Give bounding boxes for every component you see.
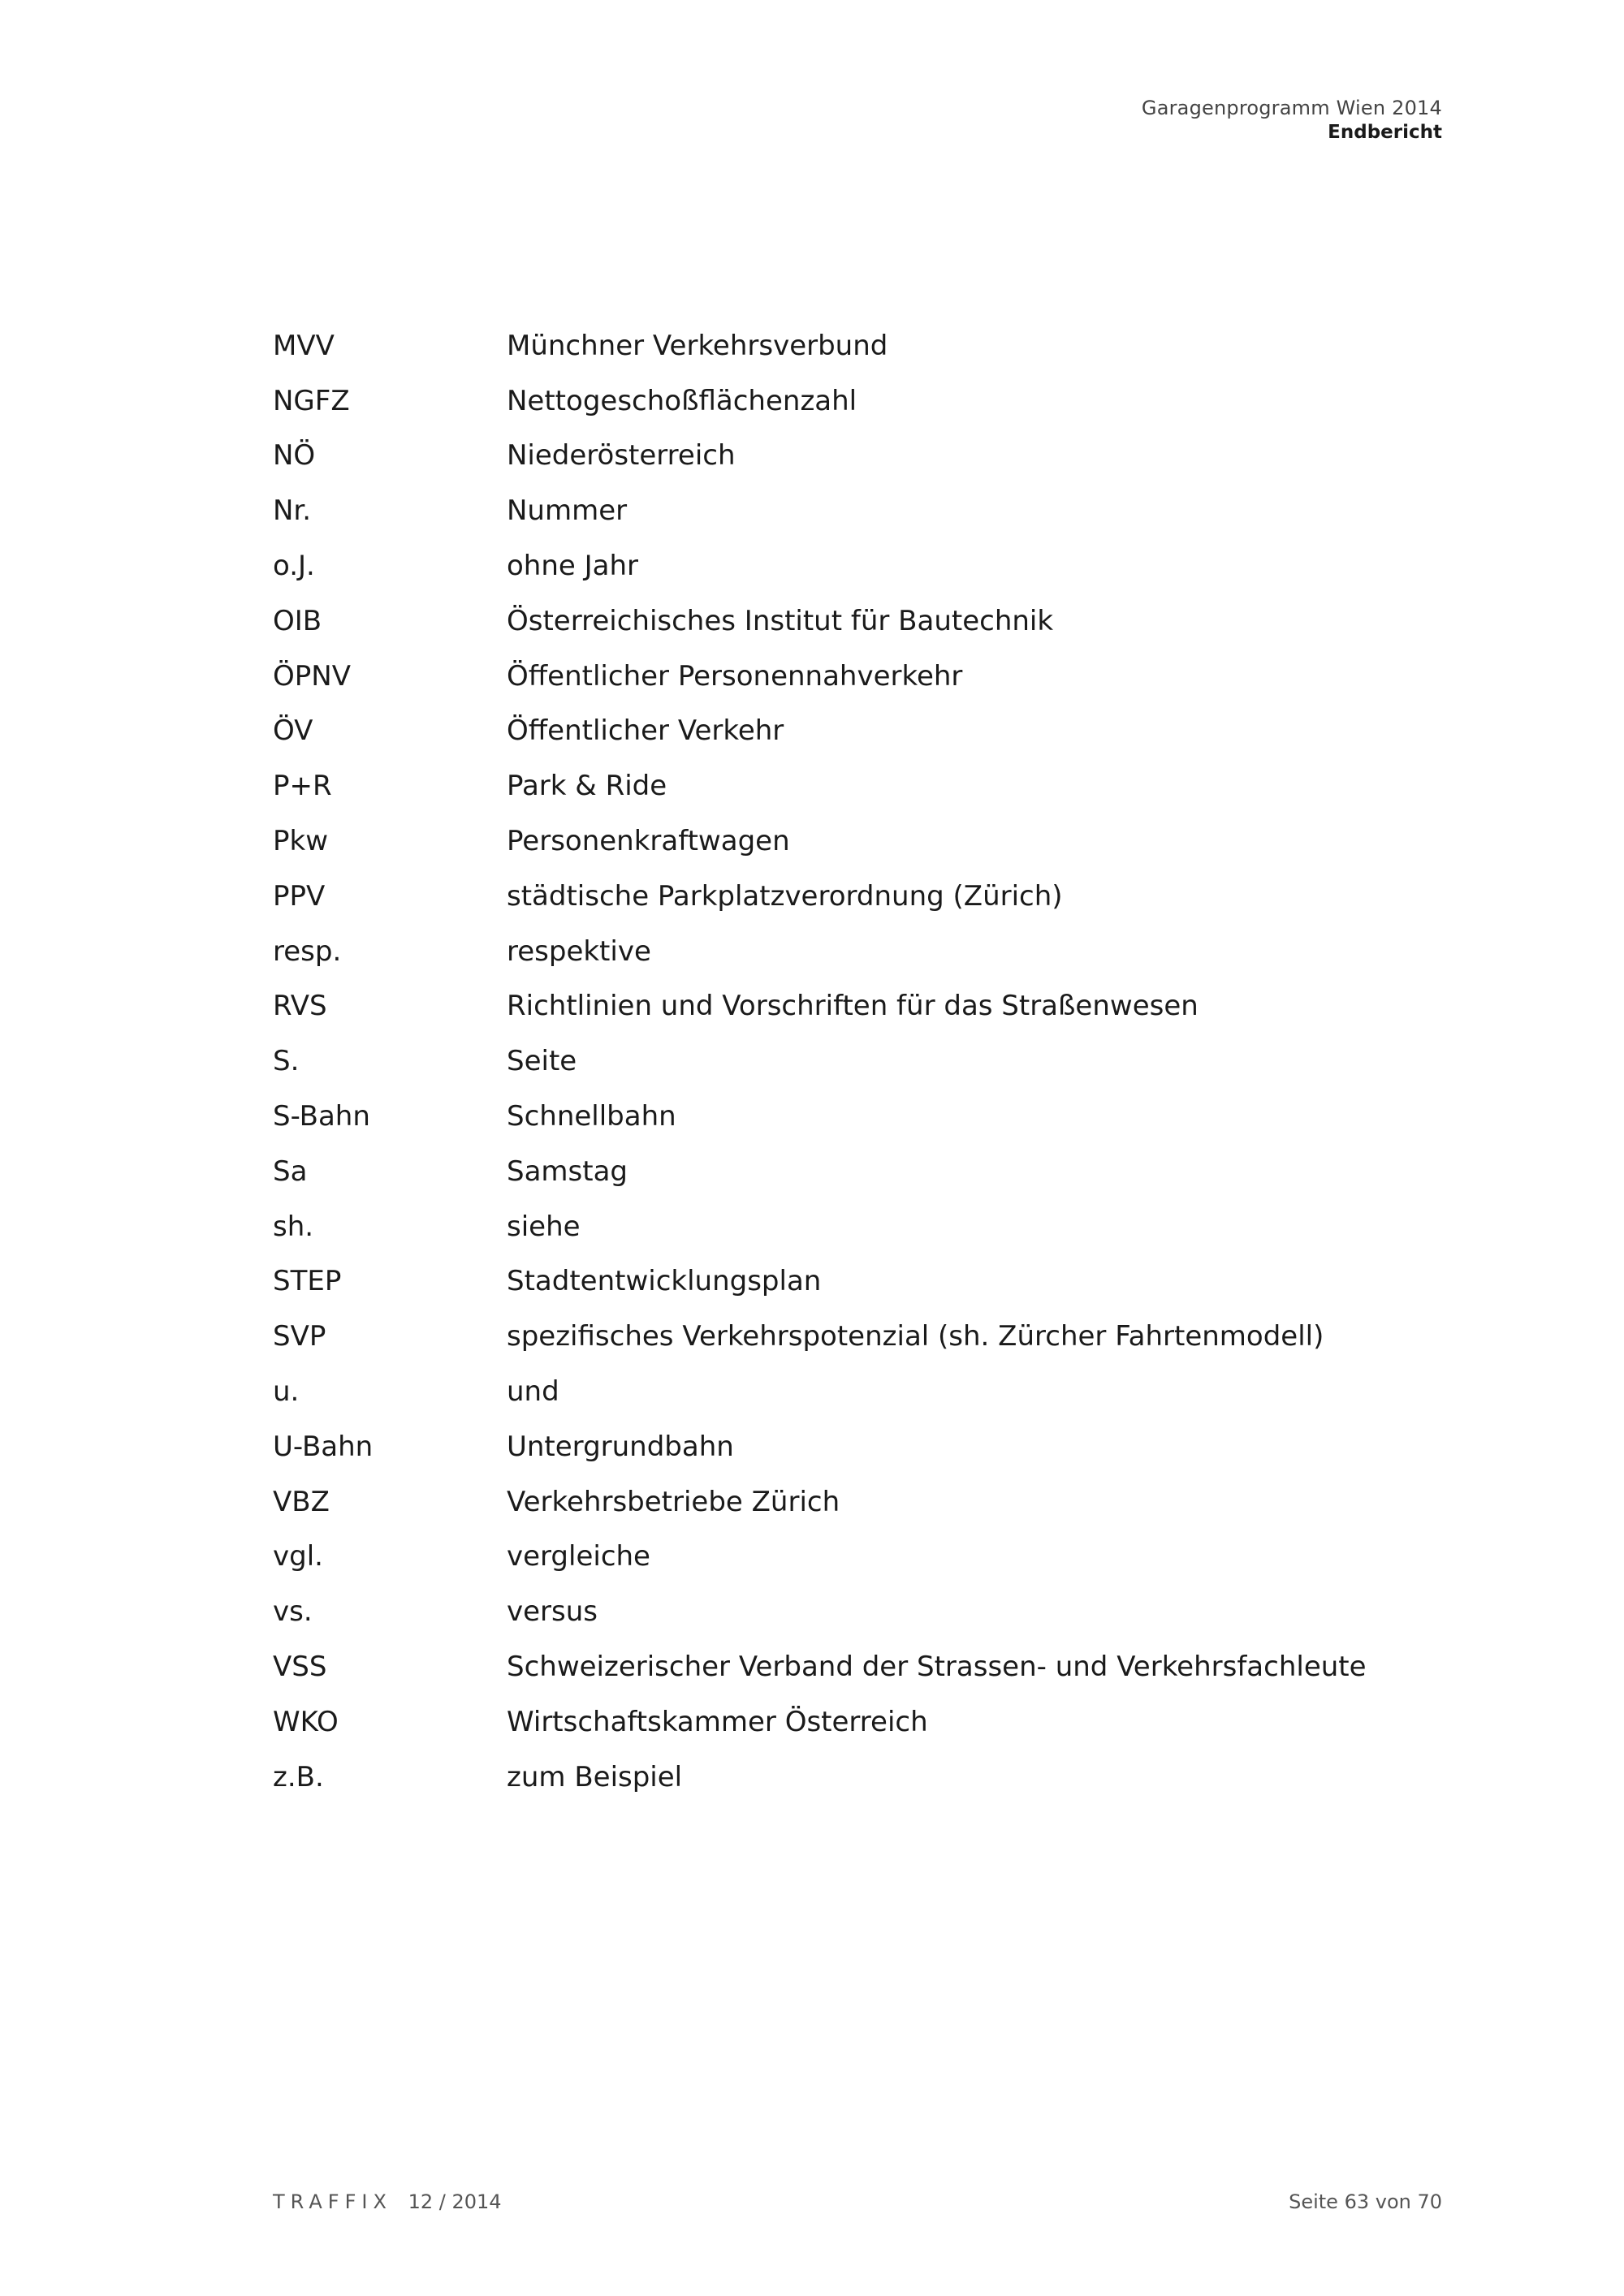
abbreviation-definition: vergleiche <box>507 1540 650 1573</box>
abbreviation-row <box>273 924 1442 979</box>
abbreviation-definition: zum Beispiel <box>507 1760 683 1793</box>
abbreviation-row <box>273 704 1442 759</box>
abbreviation-term: resp. <box>273 934 342 968</box>
abbreviation-term: VBZ <box>273 1485 330 1518</box>
abbreviation-row <box>273 373 1442 429</box>
abbreviation-definition: städtische Parkplatzverordnung (Zürich) <box>507 879 1063 913</box>
abbreviation-row <box>273 1034 1442 1089</box>
abbreviation-definition: Wirtschaftskammer Österreich <box>507 1705 928 1738</box>
abbreviation-row <box>273 758 1442 814</box>
abbreviation-definition: Niederösterreich <box>507 439 736 473</box>
abbreviation-row <box>273 1309 1442 1364</box>
abbreviation-term: ÖPNV <box>273 659 351 693</box>
abbreviation-definition: respektive <box>507 934 651 968</box>
abbreviation-definition: Schnellbahn <box>507 1100 676 1133</box>
abbreviation-row <box>273 318 1442 373</box>
abbreviation-term: NÖ <box>273 439 316 473</box>
abbreviation-row <box>273 1144 1442 1199</box>
abbreviation-row <box>273 538 1442 593</box>
abbreviation-definition: Personenkraftwagen <box>507 825 790 858</box>
abbreviation-term: z.B. <box>273 1760 324 1793</box>
document-title: Garagenprogramm Wien 2014 <box>1141 97 1442 119</box>
abbreviation-term: RVS <box>273 990 327 1023</box>
abbreviation-row <box>273 1199 1442 1254</box>
abbreviation-row <box>273 649 1442 704</box>
abbreviation-definition: Untergrundbahn <box>507 1430 734 1463</box>
abbreviation-row <box>273 1584 1442 1639</box>
abbreviation-definition: Münchner Verkehrsverbund <box>507 329 888 362</box>
abbreviation-definition: Öffentlicher Verkehr <box>507 714 784 748</box>
footer-date: 12 / 2014 <box>408 2190 502 2213</box>
abbreviation-definition: Park & Ride <box>507 770 667 803</box>
abbreviation-term: PPV <box>273 879 326 913</box>
abbreviation-row <box>273 979 1442 1034</box>
abbreviation-definition: Nummer <box>507 494 628 528</box>
abbreviation-row <box>273 1254 1442 1310</box>
abbreviation-definition: Richtlinien und Vorschriften für das Straßenwesen <box>507 990 1199 1023</box>
abbreviation-row <box>273 1089 1442 1144</box>
abbreviation-definition: Stadtentwicklungsplan <box>507 1265 822 1298</box>
abbreviation-definition: versus <box>507 1595 598 1629</box>
page-header <box>1142 96 1442 145</box>
abbreviation-term: P+R <box>273 770 332 803</box>
abbreviation-term: NGFZ <box>273 384 350 417</box>
footer-page-number: Seite 63 von 70 <box>1289 2190 1442 2213</box>
abbreviation-term: ÖV <box>273 714 313 748</box>
document-subtitle: Endbericht <box>1328 122 1442 143</box>
footer-brand: TRAFFIX <box>273 2190 392 2213</box>
abbreviation-definition: Schweizerischer Verband der Strassen- und Verkehrsfachleute <box>507 1651 1367 1684</box>
abbreviation-term: VSS <box>273 1651 327 1684</box>
abbreviation-term: o.J. <box>273 550 315 583</box>
abbreviation-term: vgl. <box>273 1540 323 1573</box>
abbreviation-term: u. <box>273 1375 300 1409</box>
abbreviation-term: Sa <box>273 1154 308 1188</box>
abbreviation-row <box>273 1530 1442 1585</box>
abbreviation-definition: spezifisches Verkehrspotenzial (sh. Zürcher Fahrtenmodell) <box>507 1320 1324 1353</box>
abbreviation-term: sh. <box>273 1210 314 1243</box>
abbreviation-definition: Samstag <box>507 1154 628 1188</box>
abbreviation-row <box>273 1364 1442 1419</box>
abbreviation-term: MVV <box>273 329 335 362</box>
abbreviation-term: SVP <box>273 1320 326 1353</box>
abbreviation-row <box>273 429 1442 484</box>
abbreviation-row <box>273 869 1442 924</box>
abbreviation-term: vs. <box>273 1595 313 1629</box>
abbreviation-definition: Seite <box>507 1045 577 1078</box>
abbreviation-list <box>273 318 1442 1805</box>
abbreviation-term: S. <box>273 1045 300 1078</box>
abbreviation-definition: Öffentlicher Personennahverkehr <box>507 659 963 693</box>
abbreviation-row <box>273 1474 1442 1530</box>
abbreviation-term: Pkw <box>273 825 328 858</box>
abbreviation-term: WKO <box>273 1705 339 1738</box>
abbreviation-row <box>273 1750 1442 1805</box>
abbreviation-term: STEP <box>273 1265 342 1298</box>
abbreviation-definition: siehe <box>507 1210 581 1243</box>
abbreviation-definition: und <box>507 1375 559 1409</box>
abbreviation-definition: Verkehrsbetriebe Zürich <box>507 1485 840 1518</box>
abbreviation-row <box>273 483 1442 538</box>
abbreviation-term: Nr. <box>273 494 312 528</box>
abbreviation-term: OIB <box>273 604 322 637</box>
abbreviation-definition: ohne Jahr <box>507 550 639 583</box>
abbreviation-row <box>273 814 1442 869</box>
abbreviation-row <box>273 1639 1442 1694</box>
footer-left <box>273 2190 502 2213</box>
abbreviation-definition: Österreichisches Institut für Bautechnik <box>507 604 1054 637</box>
abbreviation-row <box>273 593 1442 649</box>
abbreviation-definition: Nettogeschoßflächenzahl <box>507 384 857 417</box>
abbreviation-row <box>273 1419 1442 1474</box>
abbreviation-term: U-Bahn <box>273 1430 374 1463</box>
abbreviation-row <box>273 1694 1442 1750</box>
abbreviation-term: S-Bahn <box>273 1100 370 1133</box>
